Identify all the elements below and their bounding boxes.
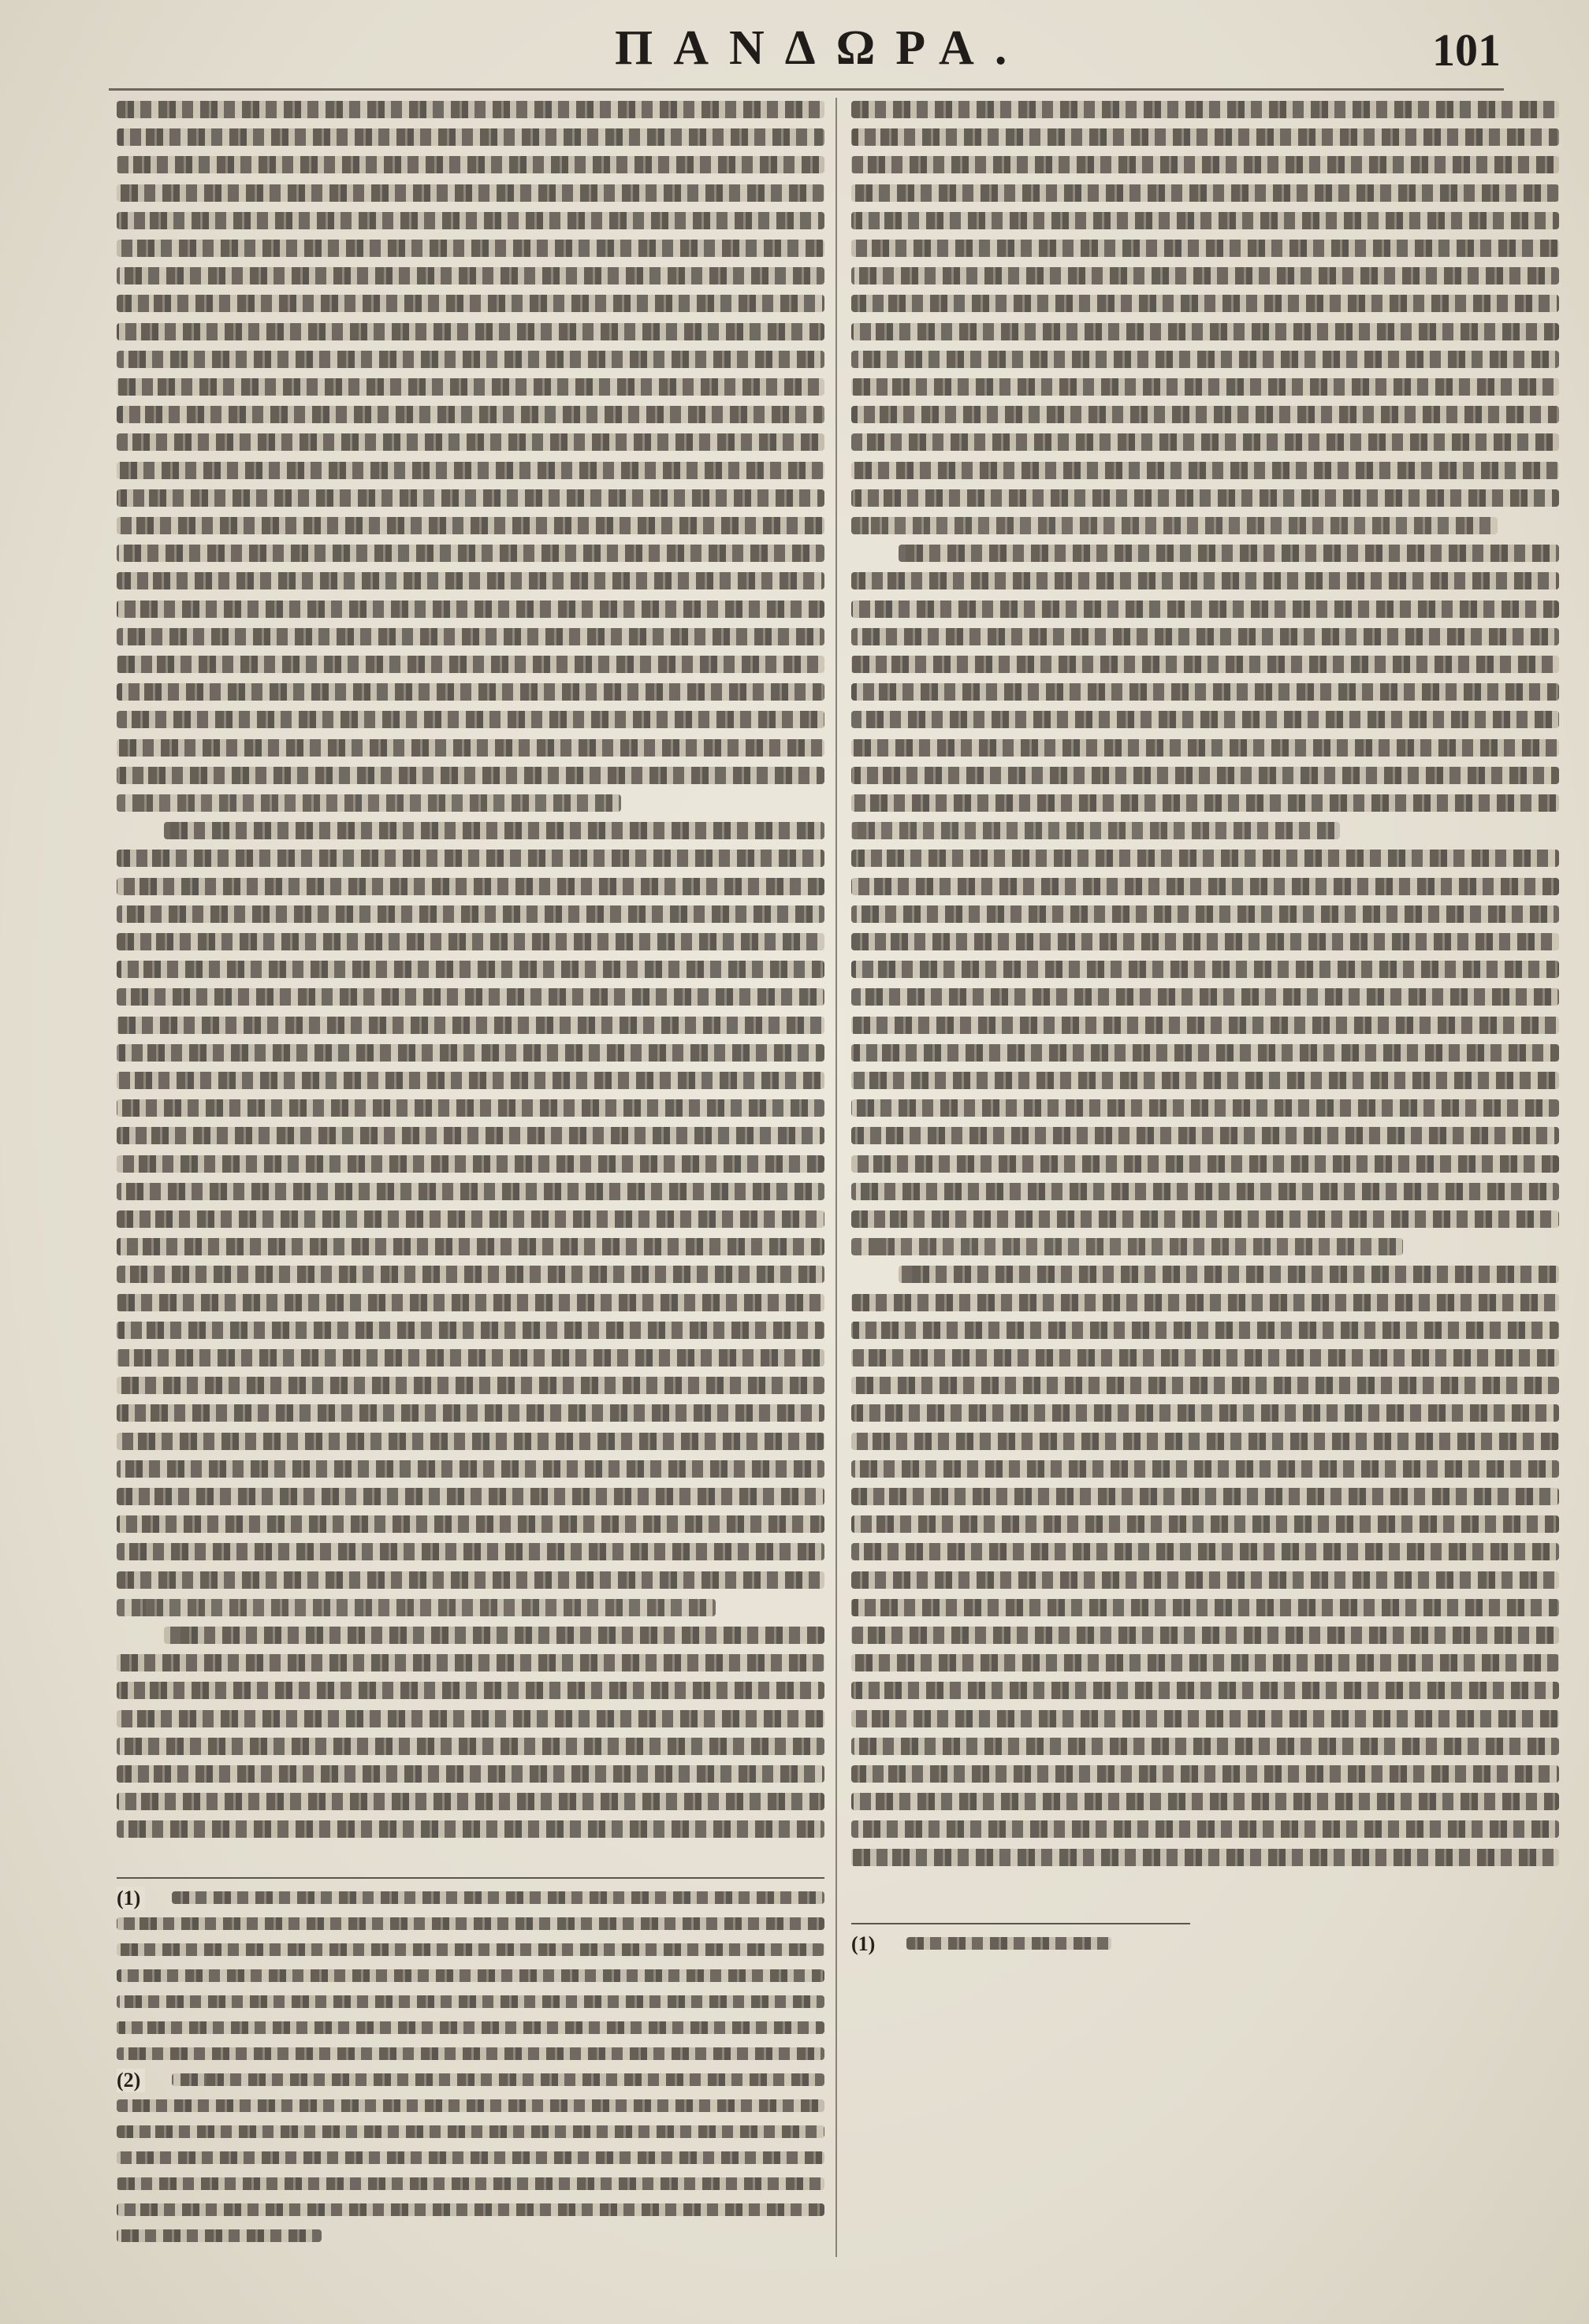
- footnote-line: [906, 1937, 1111, 1950]
- text-line: [117, 1349, 824, 1367]
- text-line: [117, 184, 824, 202]
- text-line: [117, 1183, 824, 1200]
- text-line: [117, 351, 824, 368]
- text-line: [851, 240, 1559, 257]
- text-line: [117, 1266, 824, 1283]
- text-line: [117, 101, 824, 118]
- text-line: [851, 1571, 1559, 1589]
- text-line: [117, 433, 824, 451]
- column-divider: [835, 98, 837, 2257]
- text-line: [851, 794, 1559, 812]
- right-footnote-rule: [851, 1923, 1190, 1924]
- text-line: [117, 406, 824, 423]
- text-line: [851, 128, 1559, 146]
- footnote-line: [172, 2073, 824, 2086]
- text-line: [851, 212, 1559, 229]
- text-line: [851, 905, 1559, 923]
- text-line: [851, 1682, 1559, 1699]
- text-line: [851, 378, 1559, 396]
- text-line: [117, 1017, 824, 1034]
- text-line: [851, 184, 1559, 202]
- text-line: [117, 1072, 824, 1089]
- text-line: [117, 767, 824, 784]
- text-line: [851, 1155, 1559, 1173]
- text-line: [117, 1155, 824, 1173]
- text-line: [117, 489, 824, 507]
- text-line: [851, 323, 1559, 340]
- text-line: [851, 1349, 1559, 1367]
- footnote-line: [117, 2099, 824, 2112]
- text-line: [117, 1294, 824, 1311]
- footnote-line: [117, 1917, 824, 1930]
- text-line: [851, 1820, 1559, 1838]
- footnote-line: [117, 2021, 824, 2034]
- text-line: [851, 1322, 1559, 1339]
- masthead-title: ΠΑΝΔΩΡΑ.: [615, 21, 1028, 75]
- text-line: [117, 739, 824, 757]
- text-line: [851, 601, 1559, 618]
- footnote-line: [117, 2203, 824, 2216]
- footnote-marker: (2): [117, 2069, 145, 2092]
- footnote-line: [117, 2177, 824, 2190]
- text-line: [851, 656, 1559, 673]
- text-line: [164, 1627, 824, 1644]
- text-line: [851, 1515, 1559, 1533]
- text-line: [117, 267, 824, 284]
- text-line: [899, 545, 1559, 562]
- text-line: [117, 212, 824, 229]
- text-line: [851, 1599, 1559, 1616]
- text-line: [117, 1377, 824, 1394]
- footnote-marker: (1): [117, 1887, 145, 1910]
- text-line: [851, 739, 1559, 757]
- text-line: [117, 1127, 824, 1144]
- text-line: [851, 1127, 1559, 1144]
- text-line: [117, 517, 824, 534]
- text-line: [117, 628, 824, 645]
- text-line: [851, 1765, 1559, 1783]
- text-line: [117, 128, 824, 146]
- footnote-line: [117, 2047, 824, 2060]
- text-line: [117, 1322, 824, 1339]
- text-line: [117, 378, 824, 396]
- text-line: [117, 1099, 824, 1117]
- text-line: [117, 572, 824, 589]
- text-line: [851, 1404, 1559, 1422]
- text-line: [117, 323, 824, 340]
- text-line: [851, 1710, 1559, 1727]
- text-line: [117, 1793, 824, 1810]
- text-line: [851, 1738, 1559, 1755]
- text-line: [851, 1377, 1559, 1394]
- text-line: [851, 1433, 1559, 1450]
- text-line: [851, 628, 1559, 645]
- text-line: [851, 267, 1559, 284]
- text-line: [117, 1710, 824, 1727]
- text-line: [851, 1627, 1559, 1644]
- text-line: [851, 295, 1559, 312]
- text-line: [117, 988, 824, 1006]
- text-line: [117, 1404, 824, 1422]
- text-line: [117, 1654, 824, 1671]
- text-line: [851, 683, 1559, 701]
- text-line: [851, 1654, 1559, 1671]
- text-line: [117, 905, 824, 923]
- text-line: [851, 1793, 1559, 1810]
- footnote-line: [117, 1943, 824, 1956]
- text-line: [117, 1765, 824, 1783]
- text-line: [117, 1682, 824, 1699]
- text-line: [117, 1044, 824, 1062]
- text-line: [851, 1460, 1559, 1478]
- page-number: 101: [1432, 24, 1501, 76]
- text-line: [851, 1044, 1559, 1062]
- text-line: [851, 351, 1559, 368]
- text-line: [851, 156, 1559, 173]
- text-line: [851, 489, 1559, 507]
- text-line: [117, 1599, 716, 1616]
- text-line: [851, 933, 1559, 950]
- text-line: [851, 961, 1559, 978]
- text-line: [851, 1543, 1559, 1560]
- text-line: [851, 1488, 1559, 1505]
- text-line: [851, 1099, 1559, 1117]
- text-line: [851, 433, 1559, 451]
- footnote-line: [117, 2125, 824, 2138]
- text-line: [117, 545, 824, 562]
- text-line: [851, 767, 1559, 784]
- text-line: [851, 1183, 1559, 1200]
- text-line: [117, 933, 824, 950]
- footnote-line: [117, 1995, 824, 2008]
- text-line: [117, 1515, 824, 1533]
- text-line: [851, 878, 1559, 895]
- footnote-line: [117, 2229, 322, 2242]
- text-line: [851, 1238, 1403, 1255]
- text-line: [899, 1266, 1559, 1283]
- text-line: [851, 1017, 1559, 1034]
- text-line: [117, 240, 824, 257]
- text-line: [851, 1294, 1559, 1311]
- text-line: [851, 517, 1498, 534]
- left-footnote-rule: [117, 1877, 824, 1879]
- text-line: [117, 1738, 824, 1755]
- footnote-line: [117, 2151, 824, 2164]
- right-text-column: [851, 101, 1559, 1890]
- text-line: [851, 850, 1559, 867]
- text-line: [851, 572, 1559, 589]
- text-line: [117, 1238, 824, 1255]
- footnote-line: [172, 1891, 824, 1904]
- text-line: [851, 1210, 1559, 1228]
- text-line: [117, 1820, 824, 1838]
- left-footnotes: [117, 1887, 824, 2262]
- text-line: [117, 850, 824, 867]
- text-line: [851, 462, 1559, 479]
- text-line: [117, 961, 824, 978]
- header-rule: [109, 88, 1504, 91]
- footnote-marker: (1): [851, 1932, 880, 1956]
- text-line: [851, 711, 1559, 728]
- text-line: [117, 1571, 824, 1589]
- text-line: [117, 683, 824, 701]
- text-line: [851, 822, 1340, 839]
- text-line: [117, 656, 824, 673]
- text-line: [164, 822, 824, 839]
- footnote-line: [117, 1969, 824, 1982]
- text-line: [117, 601, 824, 618]
- text-line: [851, 988, 1559, 1006]
- text-line: [117, 711, 824, 728]
- text-line: [117, 1460, 824, 1478]
- text-line: [117, 295, 824, 312]
- text-line: [851, 1849, 1559, 1866]
- left-text-column: [117, 101, 824, 1846]
- text-line: [117, 462, 824, 479]
- text-line: [117, 878, 824, 895]
- text-line: [117, 156, 824, 173]
- text-line: [117, 794, 621, 812]
- text-line: [851, 101, 1559, 118]
- text-line: [117, 1210, 824, 1228]
- text-line: [851, 406, 1559, 423]
- text-line: [851, 1072, 1559, 1089]
- text-line: [117, 1488, 824, 1505]
- text-line: [117, 1543, 824, 1560]
- right-footnotes: [851, 1932, 1559, 1984]
- text-line: [117, 1433, 824, 1450]
